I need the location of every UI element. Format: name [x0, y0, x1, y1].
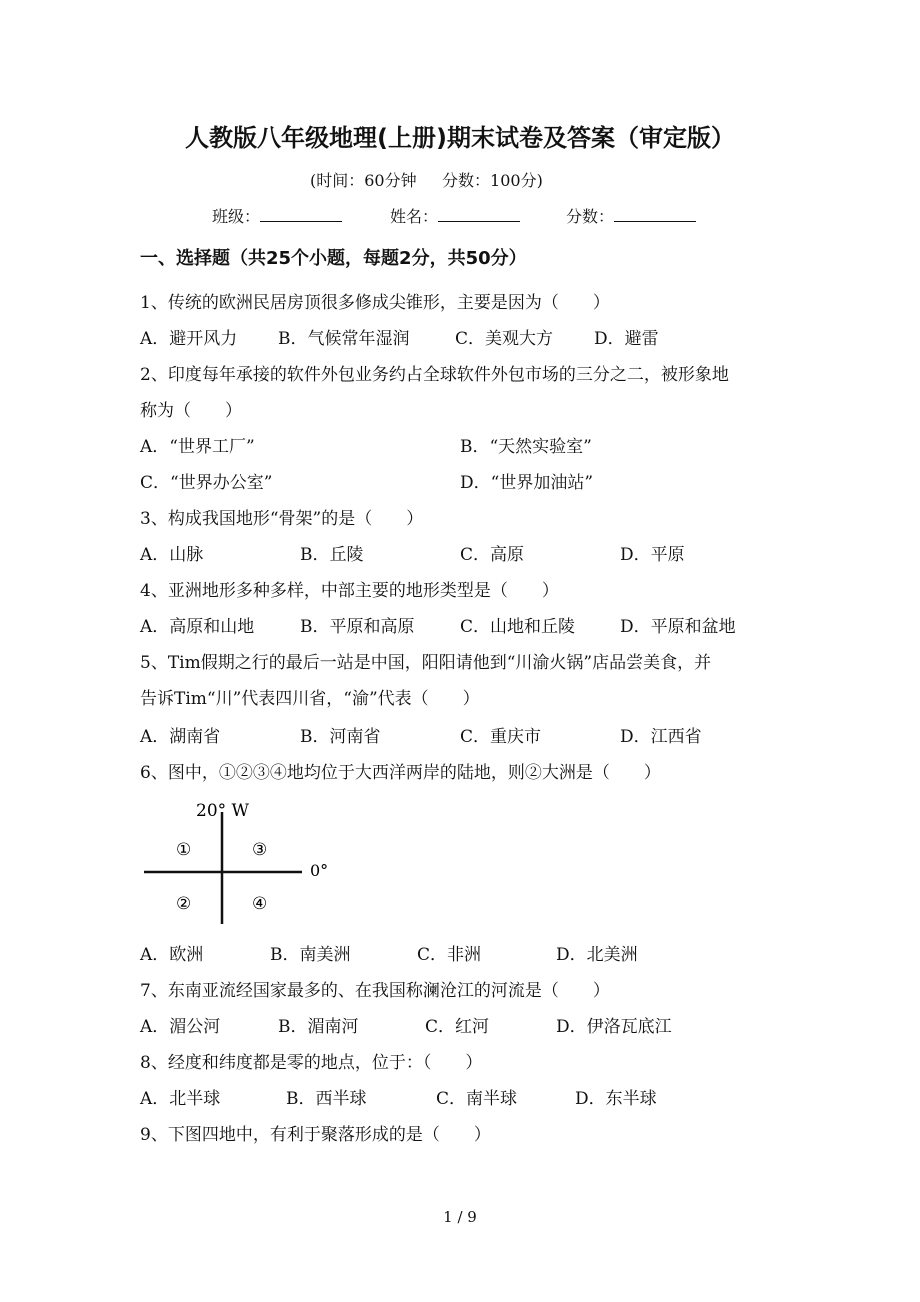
quadrant-2-label: ② [176, 894, 192, 914]
hemisphere-quadrant-diagram [140, 798, 350, 926]
q3-option-a: A．山脉 [140, 545, 204, 565]
q4-option-d: D．平原和盆地 [620, 617, 736, 637]
q2-option-b: B．“天然实验室” [460, 437, 592, 457]
name-blank [438, 207, 520, 222]
question-9: 9、下图四地中，有利于聚落形成的是（ ） [140, 1125, 491, 1145]
q7-option-c: C．红河 [425, 1017, 490, 1037]
class-blank [260, 207, 342, 222]
quadrant-4-label: ④ [252, 894, 268, 914]
q1-option-a: A．避开风力 [140, 329, 238, 349]
score-field [566, 204, 696, 227]
page-number: 1 / 9 [443, 1208, 477, 1226]
question-5-line-2: 告诉Tim“川”代表四川省，“渝”代表（ ） [140, 689, 480, 709]
q4-option-b: B．平原和高原 [300, 617, 415, 637]
exam-time-score: (时间：60分钟 分数：100分) [310, 171, 543, 190]
name-field [390, 204, 520, 227]
q1-option-b: B．气候常年湿润 [278, 329, 410, 349]
score-blank [614, 207, 696, 222]
name-label: 姓名： [390, 207, 439, 226]
q7-option-d: D．伊洛瓦底江 [556, 1017, 672, 1037]
q5-option-c: C．重庆市 [460, 727, 542, 747]
q1-option-d: D．避雷 [594, 329, 659, 349]
question-5-line-1: 5、Tim假期之行的最后一站是中国，阳阳请他到“川渝火锅”店品尝美食，并 [140, 653, 712, 673]
q6-option-a: A．欧洲 [140, 945, 204, 965]
q5-option-d: D．江西省 [620, 727, 702, 747]
q6-option-c: C．非洲 [417, 945, 482, 965]
question-8: 8、经度和纬度都是零的地点，位于：（ ） [140, 1053, 483, 1073]
q2-option-a: A．“世界工厂” [140, 437, 255, 457]
q5-option-a: A．湖南省 [140, 727, 221, 747]
question-2-line-1: 2、印度每年承接的软件外包业务约占全球软件外包市场的三分之二，被形象地 [140, 365, 729, 385]
q2-option-c: C．“世界办公室” [140, 473, 273, 493]
q8-option-d: D．东半球 [575, 1089, 657, 1109]
q7-option-a: A．湄公河 [140, 1017, 221, 1037]
class-field [212, 204, 342, 227]
q5-option-b: B．河南省 [300, 727, 381, 747]
question-3: 3、构成我国地形“骨架”的是（ ） [140, 509, 424, 529]
q3-option-b: B．丘陵 [300, 545, 364, 565]
q6-option-d: D．北美洲 [556, 945, 638, 965]
q4-option-a: A．高原和山地 [140, 617, 255, 637]
page-title: 人教版八年级地理(上册)期末试卷及答案（审定版） [185, 124, 735, 152]
question-6: 6、图中，①②③④地均位于大西洋两岸的陆地，则②大洲是（ ） [140, 763, 661, 783]
q2-option-d: D．“世界加油站” [460, 473, 594, 493]
question-1: 1、传统的欧洲民居房顶很多修成尖锥形，主要是因为（ ） [140, 293, 610, 313]
class-label: 班级： [212, 207, 261, 226]
latitude-label: 0° [310, 861, 329, 880]
question-2-line-2: 称为（ ） [140, 401, 242, 421]
longitude-label: 20° W [196, 801, 250, 821]
q4-option-c: C．山地和丘陵 [460, 617, 576, 637]
q8-option-c: C．南半球 [436, 1089, 518, 1109]
quadrant-3-label: ③ [252, 840, 268, 860]
q1-option-c: C．美观大方 [455, 329, 554, 349]
score-label: 分数： [566, 207, 615, 226]
q7-option-b: B．湄南河 [278, 1017, 359, 1037]
q6-option-b: B．南美洲 [270, 945, 351, 965]
section-heading: 一、选择题（共25个小题，每题2分，共50分） [140, 248, 527, 269]
question-4: 4、亚洲地形多种多样，中部主要的地形类型是（ ） [140, 581, 559, 601]
q3-option-c: C．高原 [460, 545, 525, 565]
q8-option-a: A．北半球 [140, 1089, 221, 1109]
q3-option-d: D．平原 [620, 545, 685, 565]
q8-option-b: B．西半球 [286, 1089, 367, 1109]
question-7: 7、东南亚流经国家最多的、在我国称澜沧江的河流是（ ） [140, 981, 610, 1001]
quadrant-1-label: ① [176, 840, 192, 860]
